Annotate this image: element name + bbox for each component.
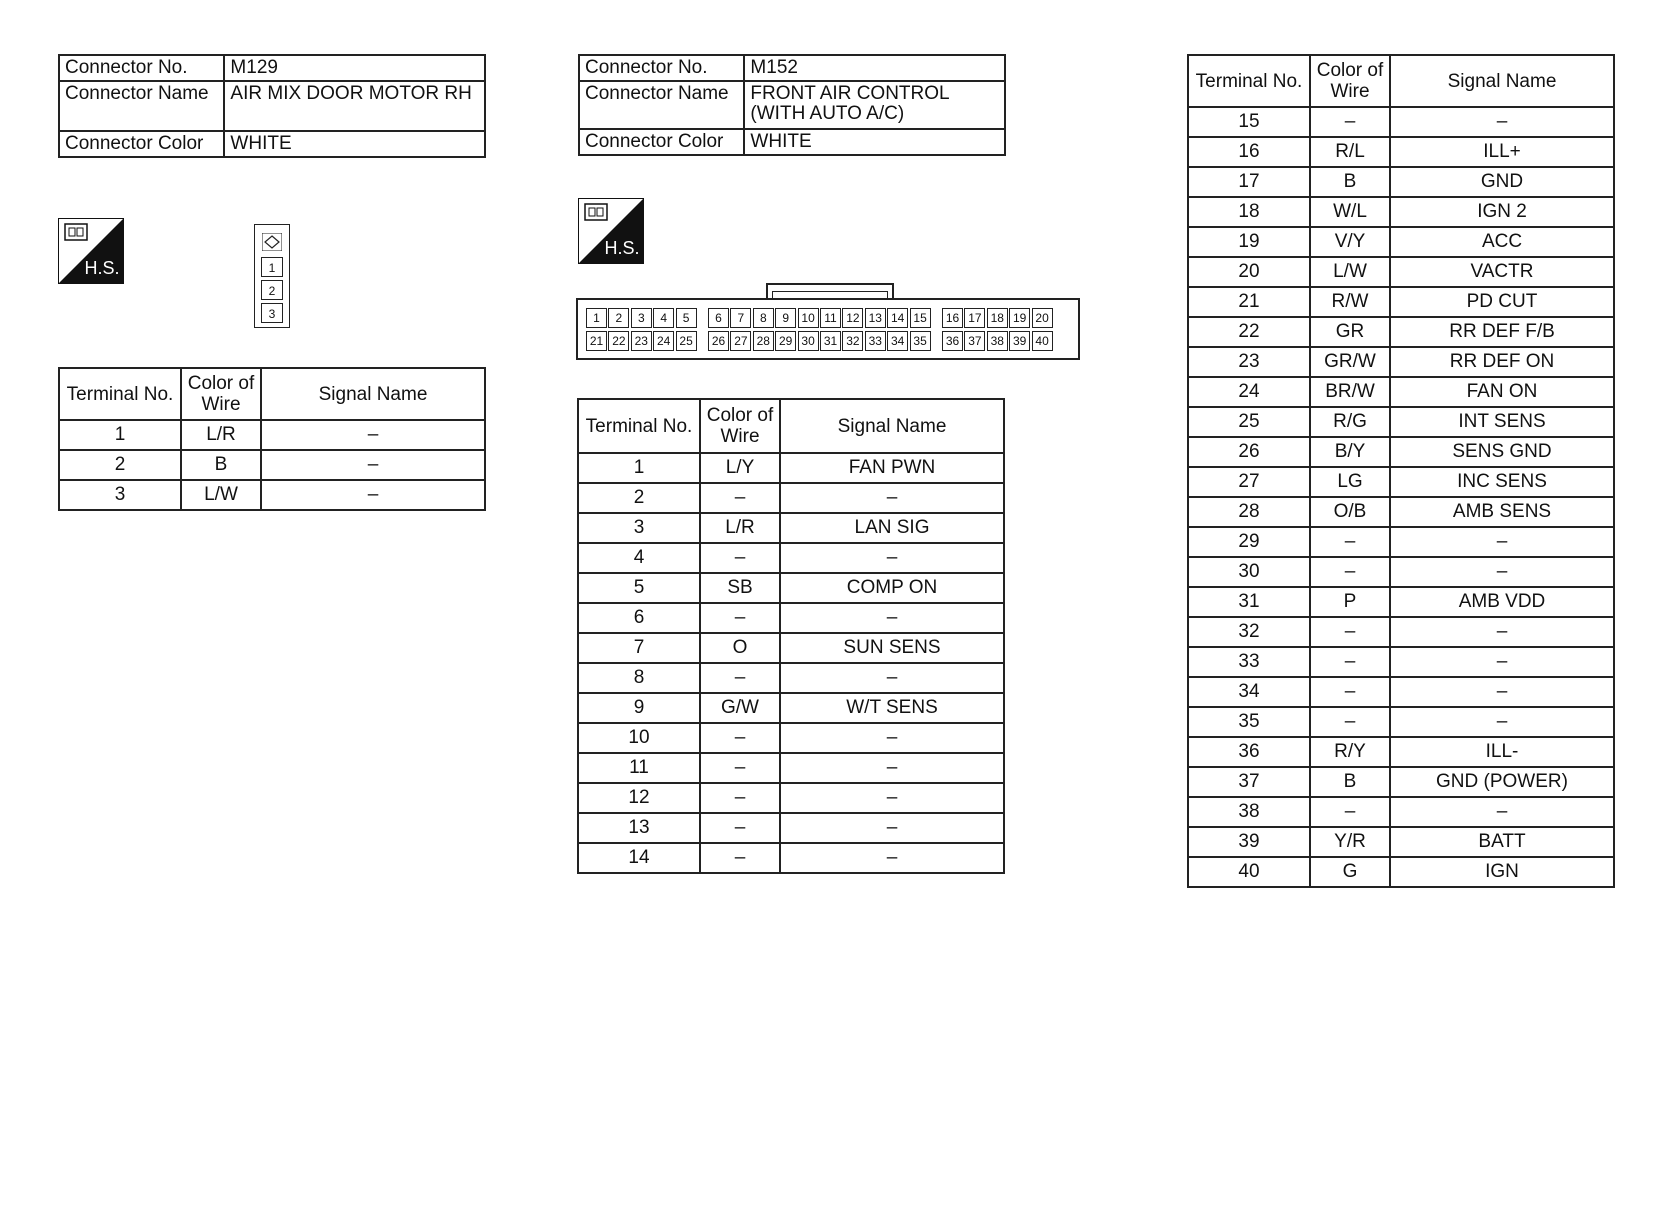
pin-31: 31 [820,331,841,351]
terminal-no-cell: 9 [578,693,700,723]
connector-no-value: M152 [744,55,1005,81]
terminal-no-cell: 20 [1188,257,1310,287]
terminal-no-cell: 15 [1188,107,1310,137]
connector-name-label: Connector Name [59,81,224,131]
table-row [1188,557,1614,587]
signal-name-cell: RR DEF ON [1390,347,1614,377]
terminal-no-cell: 29 [1188,527,1310,557]
connector-color-label: Connector Color [579,129,744,155]
table-row [59,450,485,480]
signal-name-cell: ILL+ [1390,137,1614,167]
terminal-no-cell: 19 [1188,227,1310,257]
wire-color-cell: GR [1310,317,1390,347]
wire-color-cell: O/B [1310,497,1390,527]
wire-color-cell: R/Y [1310,737,1390,767]
connector-name-value: AIR MIX DOOR MOTOR RH [224,81,485,131]
table-row [1188,377,1614,407]
pin-8: 8 [753,308,774,328]
wire-color-cell: R/L [1310,137,1390,167]
table-row [1188,227,1614,257]
terminal-no-cell: 35 [1188,707,1310,737]
terminal-no-cell: 37 [1188,767,1310,797]
signal-name-cell: – [1390,557,1614,587]
pin-24: 24 [653,331,674,351]
signal-name-cell: – [1390,677,1614,707]
harness-side-icon [578,198,644,264]
pin-3: 3 [261,303,283,323]
pin-16: 16 [942,308,963,328]
table-row [578,543,1004,573]
wire-color-cell: GR/W [1310,347,1390,377]
terminal-no-cell: 16 [1188,137,1310,167]
pin-3: 3 [631,308,652,328]
harness-side-icon [58,218,124,284]
terminal-no-cell: 33 [1188,647,1310,677]
wire-color-cell: – [700,543,780,573]
signal-name-cell: VACTR [1390,257,1614,287]
terminal-no-cell: 31 [1188,587,1310,617]
wire-color-cell: B [181,450,261,480]
table-row [1188,317,1614,347]
wire-color-cell: R/W [1310,287,1390,317]
terminal-no-cell: 11 [578,753,700,783]
signal-name-cell: GND (POWER) [1390,767,1614,797]
table-row [1188,797,1614,827]
signal-name-cell: LAN SIG [780,513,1004,543]
wire-color-cell: LG [1310,467,1390,497]
m129-terminal-table [58,367,486,511]
signal-name-cell: – [780,813,1004,843]
signal-name-cell: – [1390,107,1614,137]
wire-color-cell: L/R [181,420,261,450]
pin-14: 14 [887,308,908,328]
terminal-no-cell: 38 [1188,797,1310,827]
wire-color-cell: BR/W [1310,377,1390,407]
wire-color-cell: – [1310,797,1390,827]
wire-color-cell: – [1310,707,1390,737]
signal-name-cell: INC SENS [1390,467,1614,497]
signal-name-cell: PD CUT [1390,287,1614,317]
signal-name-cell: BATT [1390,827,1614,857]
signal-name-cell: – [1390,647,1614,677]
signal-name-cell: W/T SENS [780,693,1004,723]
signal-name-cell: IGN 2 [1390,197,1614,227]
header-terminal: Terminal No. [1188,55,1310,107]
wire-color-cell: – [700,483,780,513]
table-row [1188,287,1614,317]
table-row [578,483,1004,513]
pin-18: 18 [987,308,1008,328]
wire-color-cell: – [1310,647,1390,677]
table-row [1188,167,1614,197]
terminal-no-cell: 5 [578,573,700,603]
hs-label: H.S. [604,238,640,258]
pin-2: 2 [261,280,283,300]
header-color: Color of Wire [181,368,261,420]
pin-36: 36 [942,331,963,351]
pin-32: 32 [842,331,863,351]
wire-color-cell: P [1310,587,1390,617]
pin-1: 1 [586,308,607,328]
table-row [1188,857,1614,887]
table-row [1188,437,1614,467]
terminal-no-cell: 10 [578,723,700,753]
terminal-no-cell: 26 [1188,437,1310,467]
signal-name-cell: ACC [1390,227,1614,257]
wire-color-cell: O [700,633,780,663]
pin-9: 9 [775,308,796,328]
table-row [578,693,1004,723]
terminal-no-cell: 2 [578,483,700,513]
wire-color-cell: – [1310,617,1390,647]
pin-10: 10 [798,308,819,328]
terminal-no-cell: 18 [1188,197,1310,227]
header-signal: Signal Name [780,399,1004,453]
table-row [1188,527,1614,557]
wire-color-cell: SB [700,573,780,603]
pin-2: 2 [608,308,629,328]
table-row [1188,347,1614,377]
wire-color-cell: – [700,753,780,783]
connector-name-value: FRONT AIR CONTROL (WITH AUTO A/C) [744,81,1005,129]
wire-color-cell: B [1310,167,1390,197]
signal-name-cell: SENS GND [1390,437,1614,467]
wire-color-cell: W/L [1310,197,1390,227]
wire-color-cell: V/Y [1310,227,1390,257]
terminal-no-cell: 8 [578,663,700,693]
pin-39: 39 [1009,331,1030,351]
table-row [578,753,1004,783]
table-row [1188,767,1614,797]
terminal-no-cell: 39 [1188,827,1310,857]
pin-5: 5 [676,308,697,328]
signal-name-cell: – [261,450,485,480]
wire-color-cell: – [1310,107,1390,137]
signal-name-cell: AMB VDD [1390,587,1614,617]
wire-color-cell: – [700,603,780,633]
pin-29: 29 [775,331,796,351]
pin-33: 33 [865,331,886,351]
wire-color-cell: B [1310,767,1390,797]
pin-17: 17 [964,308,985,328]
header-terminal: Terminal No. [578,399,700,453]
pin-30: 30 [798,331,819,351]
wire-color-cell: Y/R [1310,827,1390,857]
pin-19: 19 [1009,308,1030,328]
wire-color-cell: R/G [1310,407,1390,437]
wire-color-cell: L/W [181,480,261,510]
table-row [59,420,485,450]
pin-15: 15 [910,308,931,328]
wire-color-cell: – [700,843,780,873]
signal-name-cell: ILL- [1390,737,1614,767]
connector-color-value: WHITE [224,131,485,157]
signal-name-cell: FAN ON [1390,377,1614,407]
pin-26: 26 [708,331,729,351]
table-row [1188,137,1614,167]
signal-name-cell: SUN SENS [780,633,1004,663]
pin-13: 13 [865,308,886,328]
wire-color-cell: – [700,813,780,843]
terminal-no-cell: 40 [1188,857,1310,887]
header-color: Color of Wire [700,399,780,453]
signal-name-cell: INT SENS [1390,407,1614,437]
wire-color-cell: – [1310,557,1390,587]
terminal-no-cell: 24 [1188,377,1310,407]
connector-no-value: M129 [224,55,485,81]
pin-4: 4 [653,308,674,328]
terminal-no-cell: 2 [59,450,181,480]
pin-40: 40 [1032,331,1053,351]
pin-28: 28 [753,331,774,351]
signal-name-cell: GND [1390,167,1614,197]
pin-23: 23 [631,331,652,351]
wire-color-cell: L/Y [700,453,780,483]
signal-name-cell: IGN [1390,857,1614,887]
pin-25: 25 [676,331,697,351]
table-row [578,723,1004,753]
m152-terminal-table-2 [1187,54,1615,888]
header-color: Color of Wire [1310,55,1390,107]
pin-1: 1 [261,257,283,277]
signal-name-cell: – [1390,797,1614,827]
table-row [578,813,1004,843]
signal-name-cell: AMB SENS [1390,497,1614,527]
signal-name-cell: – [780,783,1004,813]
table-row [578,453,1004,483]
signal-name-cell: – [780,753,1004,783]
terminal-no-cell: 30 [1188,557,1310,587]
terminal-no-cell: 21 [1188,287,1310,317]
header-terminal: Terminal No. [59,368,181,420]
pin-7: 7 [730,308,751,328]
table-row [1188,497,1614,527]
signal-name-cell: – [780,543,1004,573]
wire-color-cell: L/W [1310,257,1390,287]
table-row [1188,257,1614,287]
wire-color-cell: – [700,723,780,753]
table-row [578,843,1004,873]
table-row [59,480,485,510]
terminal-no-cell: 27 [1188,467,1310,497]
signal-name-cell: – [1390,707,1614,737]
table-row [578,513,1004,543]
connector-color-value: WHITE [744,129,1005,155]
terminal-no-cell: 22 [1188,317,1310,347]
terminal-no-cell: 3 [578,513,700,543]
m152-connector-info [578,54,1006,156]
terminal-no-cell: 34 [1188,677,1310,707]
header-signal: Signal Name [1390,55,1614,107]
terminal-no-cell: 6 [578,603,700,633]
pin-22: 22 [608,331,629,351]
terminal-no-cell: 28 [1188,497,1310,527]
terminal-no-cell: 3 [59,480,181,510]
table-row [578,663,1004,693]
hs-label: H.S. [84,258,120,278]
pin-6: 6 [708,308,729,328]
wire-color-cell: G/W [700,693,780,723]
terminal-no-cell: 13 [578,813,700,843]
m152-connector-face [576,298,1080,360]
m152-terminal-table-1 [577,398,1005,874]
pin-38: 38 [987,331,1008,351]
key-diamond-icon [262,233,282,251]
terminal-no-cell: 23 [1188,347,1310,377]
wire-color-cell: – [700,663,780,693]
wire-color-cell: – [700,783,780,813]
pin-12: 12 [842,308,863,328]
pin-21: 21 [586,331,607,351]
signal-name-cell: – [261,420,485,450]
table-row [1188,197,1614,227]
wire-color-cell: G [1310,857,1390,887]
terminal-no-cell: 32 [1188,617,1310,647]
wire-color-cell: – [1310,527,1390,557]
table-row [1188,707,1614,737]
table-row [1188,587,1614,617]
signal-name-cell: – [780,483,1004,513]
table-row [1188,647,1614,677]
signal-name-cell: – [780,843,1004,873]
table-row [578,633,1004,663]
connector-no-label: Connector No. [579,55,744,81]
pin-35: 35 [910,331,931,351]
terminal-no-cell: 25 [1188,407,1310,437]
table-row [1188,407,1614,437]
signal-name-cell: COMP ON [780,573,1004,603]
terminal-no-cell: 4 [578,543,700,573]
signal-name-cell: – [1390,527,1614,557]
signal-name-cell: – [780,723,1004,753]
pin-37: 37 [964,331,985,351]
signal-name-cell: – [780,603,1004,633]
header-signal: Signal Name [261,368,485,420]
m129-connector-face [254,224,290,328]
table-row [1188,737,1614,767]
table-row [1188,677,1614,707]
connector-no-label: Connector No. [59,55,224,81]
signal-name-cell: RR DEF F/B [1390,317,1614,347]
wire-color-cell: – [1310,677,1390,707]
table-row [578,783,1004,813]
terminal-no-cell: 36 [1188,737,1310,767]
pin-27: 27 [730,331,751,351]
table-row [578,573,1004,603]
terminal-no-cell: 12 [578,783,700,813]
table-row [1188,467,1614,497]
terminal-no-cell: 1 [59,420,181,450]
signal-name-cell: – [261,480,485,510]
pin-11: 11 [820,308,841,328]
signal-name-cell: – [780,663,1004,693]
table-row [1188,107,1614,137]
pin-34: 34 [887,331,908,351]
connector-color-label: Connector Color [59,131,224,157]
m129-connector-info [58,54,486,158]
connector-name-label: Connector Name [579,81,744,129]
wire-color-cell: B/Y [1310,437,1390,467]
terminal-no-cell: 17 [1188,167,1310,197]
table-row [1188,617,1614,647]
wire-color-cell: L/R [700,513,780,543]
signal-name-cell: FAN PWN [780,453,1004,483]
signal-name-cell: – [1390,617,1614,647]
table-row [1188,827,1614,857]
table-row [578,603,1004,633]
terminal-no-cell: 1 [578,453,700,483]
terminal-no-cell: 14 [578,843,700,873]
pin-20: 20 [1032,308,1053,328]
terminal-no-cell: 7 [578,633,700,663]
